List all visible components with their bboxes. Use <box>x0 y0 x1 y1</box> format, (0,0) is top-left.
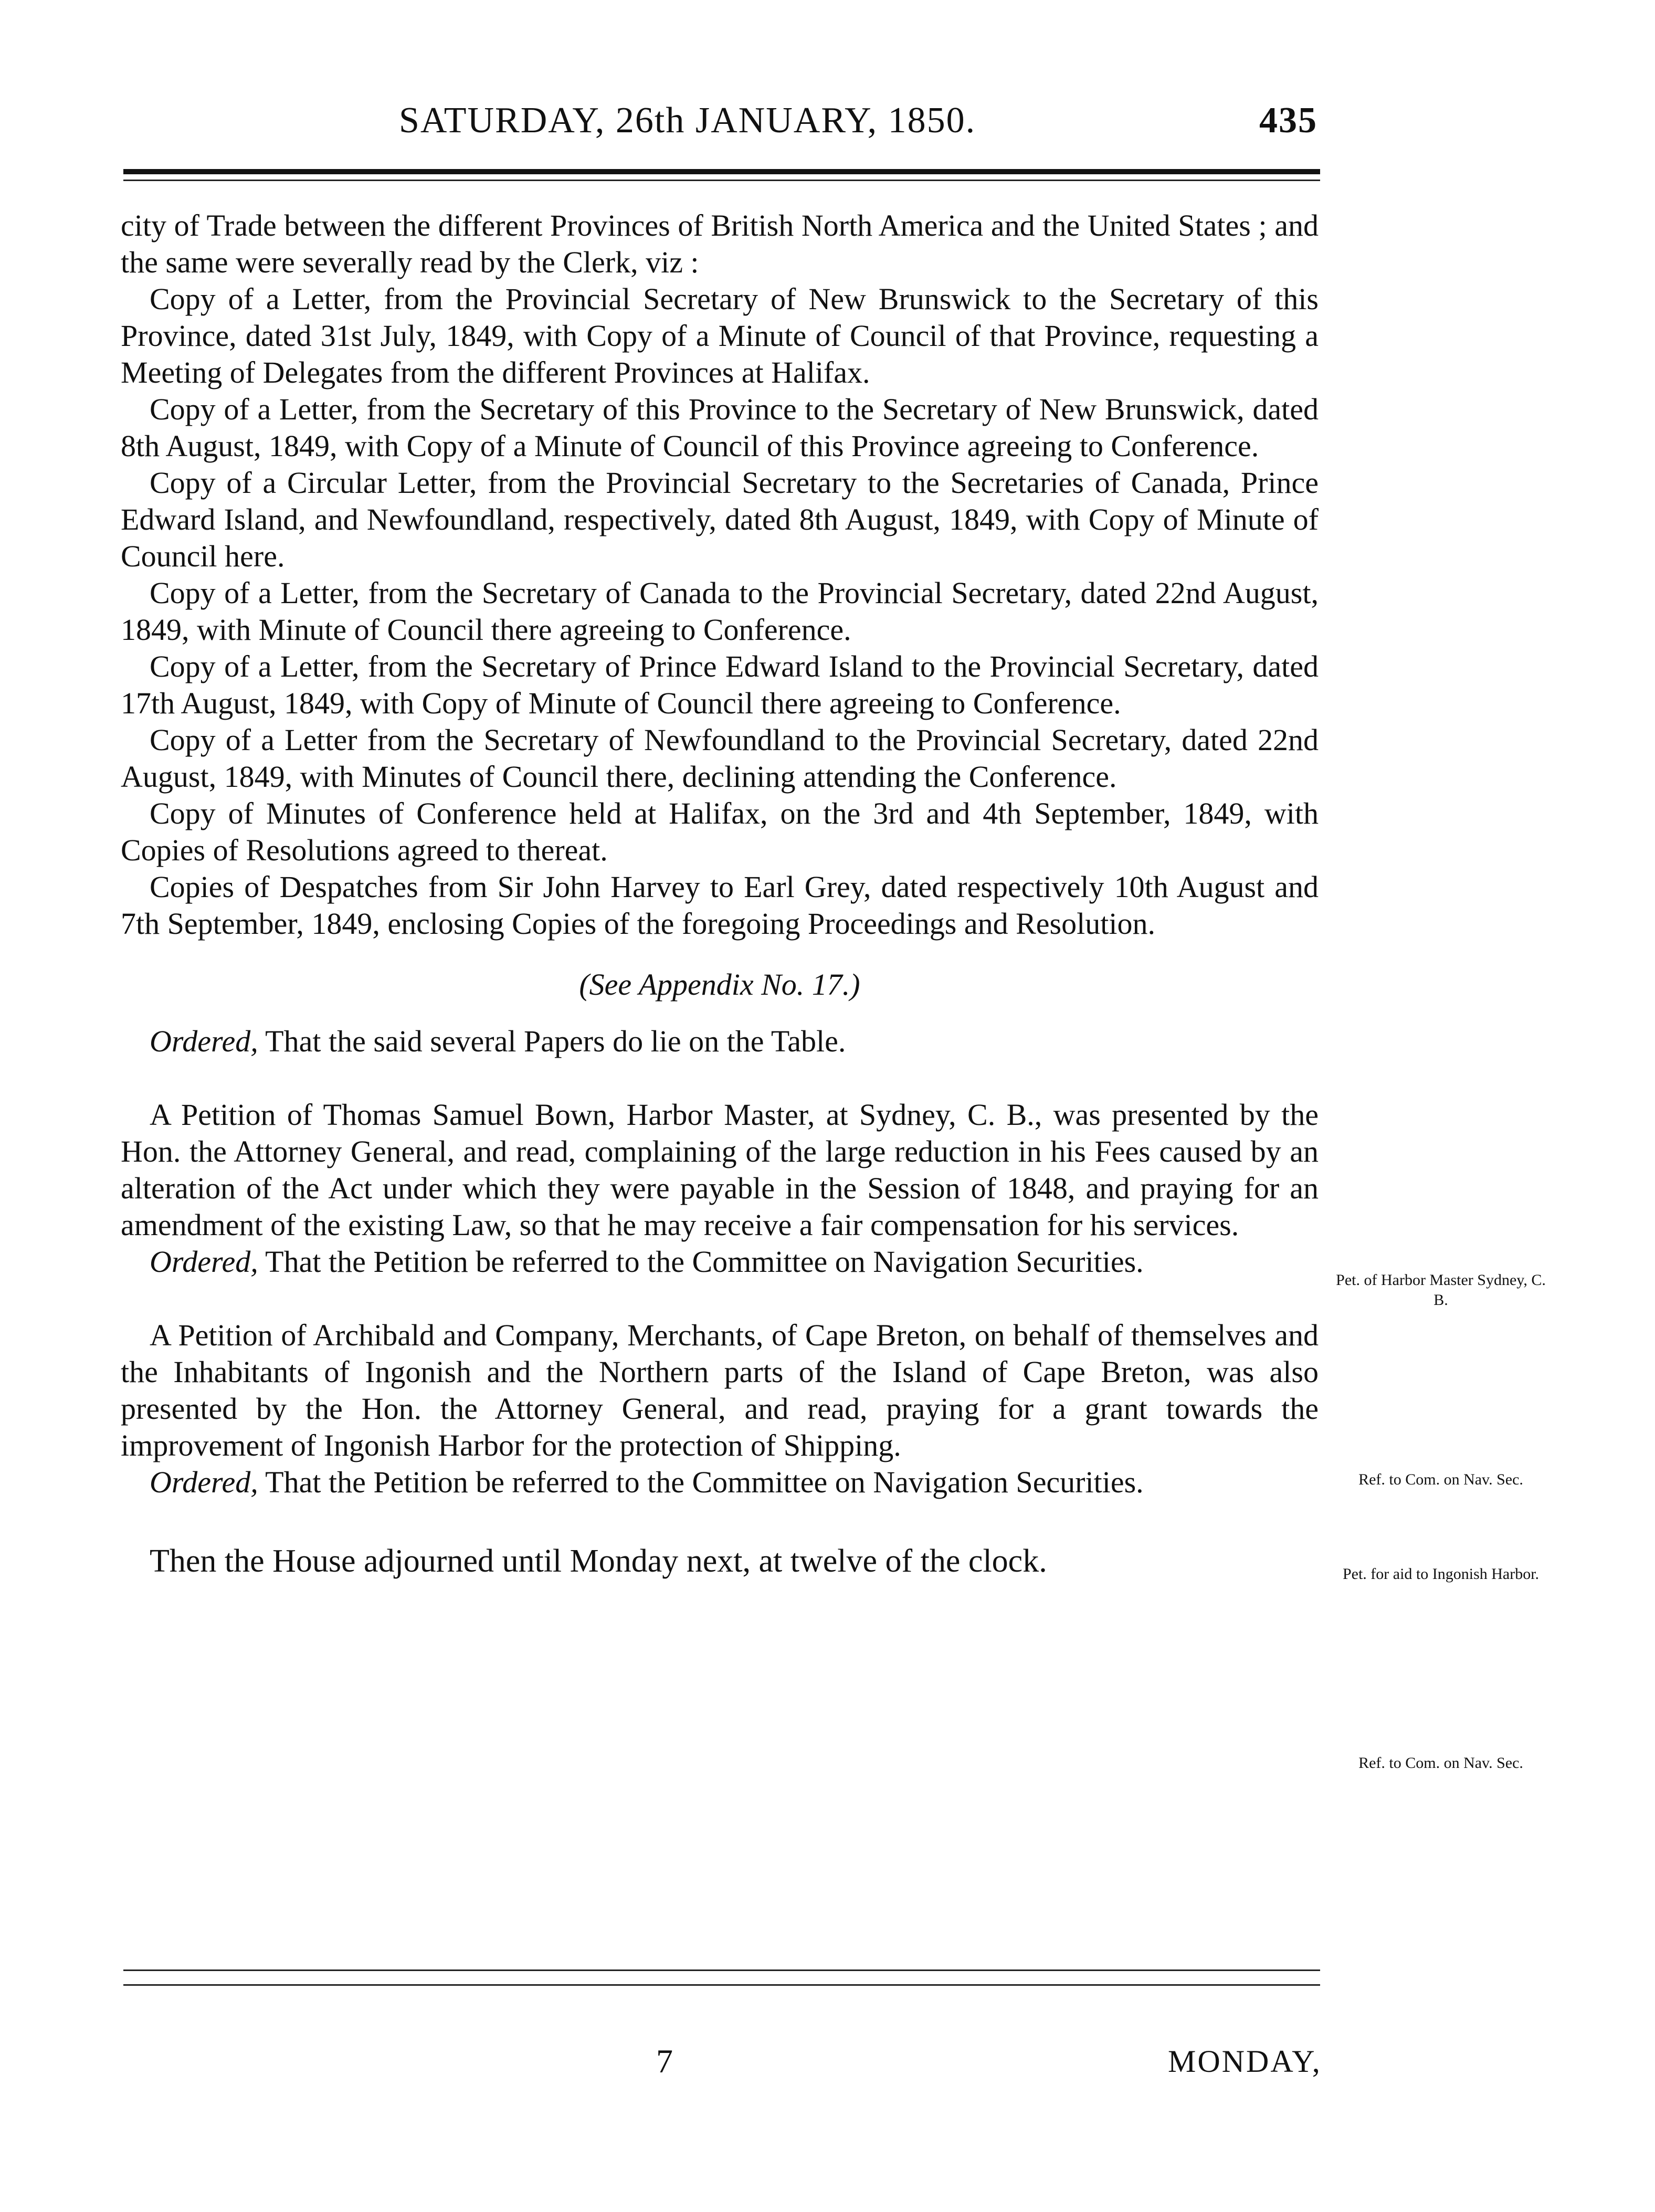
ordered-label: Ordered, <box>150 1465 258 1499</box>
marginal-note-referral: Ref. to Com. on Nav. Sec. <box>1358 1471 1523 1488</box>
ordered-petition-bown <box>121 1244 1319 1280</box>
paragraph-letter-new-brunswick: Copy of a Letter, from the Provincial Secretary of New Brunswick to the Secretary of this Province, dated 31st July, 1849, with Copy of a Minute of Council of that Province, requesting a Meeting of Delegates from the different Provinces at Halifax. <box>121 282 1319 389</box>
paragraph-letter-pei: Copy of a Letter, from the Secretary of Prince Edward Island to the Provincial Secretary, dated 17th August, 1849, with Copy of Minute of Council there agreeing to Conference. <box>121 649 1319 720</box>
marginal-note-petition-harbor-master: Pet. of Harbor Master Sydney, C. B. <box>1336 1271 1546 1309</box>
ordered-text: That the Petition be referred to the Committee on Navigation Securities. <box>258 1245 1144 1279</box>
footer-rule-bottom <box>123 1984 1320 1986</box>
marginal-note-referral: Ref. to Com. on Nav. Sec. <box>1358 1754 1523 1772</box>
appendix-reference: (See Appendix No. 17.) <box>579 967 860 1002</box>
signature-mark: 7 <box>656 2042 673 2080</box>
paragraph-petition-bown: A Petition of Thomas Samuel Bown, Harbor Master, at Sydney, C. B., was presented by the Hon. the Attorney General, and read, complaining of the large reduction in his Fees caused by an alteration of the Act under which they were payable in the Session of 1848, and praying for an amendment of the existing Law, so that he may receive a fair compensation for his services. <box>121 1098 1319 1242</box>
ordered-petition-archibald <box>121 1464 1319 1501</box>
ordered-papers-on-table <box>121 1023 1319 1060</box>
paragraph-minutes-conference: Copy of Minutes of Conference held at Halifax, on the 3rd and 4th September, 1849, with Copies of Resolutions agreed to thereat. <box>121 796 1319 867</box>
paragraph-continuation: city of Trade between the different Provinces of British North America and the United States ; and the same were severally read by the Clerk, viz : <box>121 208 1319 279</box>
paragraph-despatches: Copies of Despatches from Sir John Harvey to Earl Grey, dated respectively 10th August and 7th September, 1849, enclosing Copies of the foregoing Proceedings and Resolution. <box>121 870 1319 941</box>
footer-rule-top <box>123 1969 1320 1971</box>
ordered-text: That the said several Papers do lie on the Table. <box>258 1024 846 1058</box>
paragraph-letter-to-new-brunswick: Copy of a Letter, from the Secretary of this Province to the Secretary of New Brunswick, dated 8th August, 1849, with Copy of a Minute of Council of this Province agreeing to Conference. <box>121 392 1319 463</box>
paragraph-letter-newfoundland: Copy of a Letter from the Secretary of Newfoundland to the Provincial Secretary, dated 22nd August, 1849, with Minutes of Council there, declining attending the Conference. <box>121 723 1319 794</box>
header-rule-thick <box>123 169 1320 174</box>
paragraph-letter-canada: Copy of a Letter, from the Secretary of Canada to the Provincial Secretary, dated 22nd August, 1849, with Minute of Council there agreeing to Conference. <box>121 576 1319 647</box>
paragraph-circular-letter: Copy of a Circular Letter, from the Provincial Secretary to the Secretaries of Canada, Prince Edward Island, and Newfoundland, respectively, dated 8th August, 1849, with Copy of Minute of Council here. <box>121 466 1319 573</box>
adjournment-line: Then the House adjourned until Monday next, at twelve of the clock. <box>150 1543 1047 1579</box>
page-title: SATURDAY, 26th JANUARY, 1850. <box>399 100 976 141</box>
header-rule-thin <box>123 180 1320 181</box>
ordered-label: Ordered, <box>150 1024 258 1058</box>
marginal-note-petition-ingonish: Pet. for aid to Ingonish Harbor. <box>1342 1565 1540 1583</box>
ordered-label: Ordered, <box>150 1245 258 1279</box>
page-number: 435 <box>1259 100 1317 141</box>
ordered-text: That the Petition be referred to the Committee on Navigation Securities. <box>258 1465 1144 1499</box>
catchword: MONDAY, <box>1168 2044 1322 2079</box>
paragraph-petition-archibald: A Petition of Archibald and Company, Merchants, of Cape Breton, on behalf of themselves and the Inhabitants of Ingonish and the Northern parts of the Island of Cape Breton, was also presented by the Hon. the Attorney General, and read, praying for a grant towards the improvement of Ingonish Harbor for the protection of Shipping. <box>121 1318 1319 1462</box>
body-text <box>121 207 1319 1579</box>
